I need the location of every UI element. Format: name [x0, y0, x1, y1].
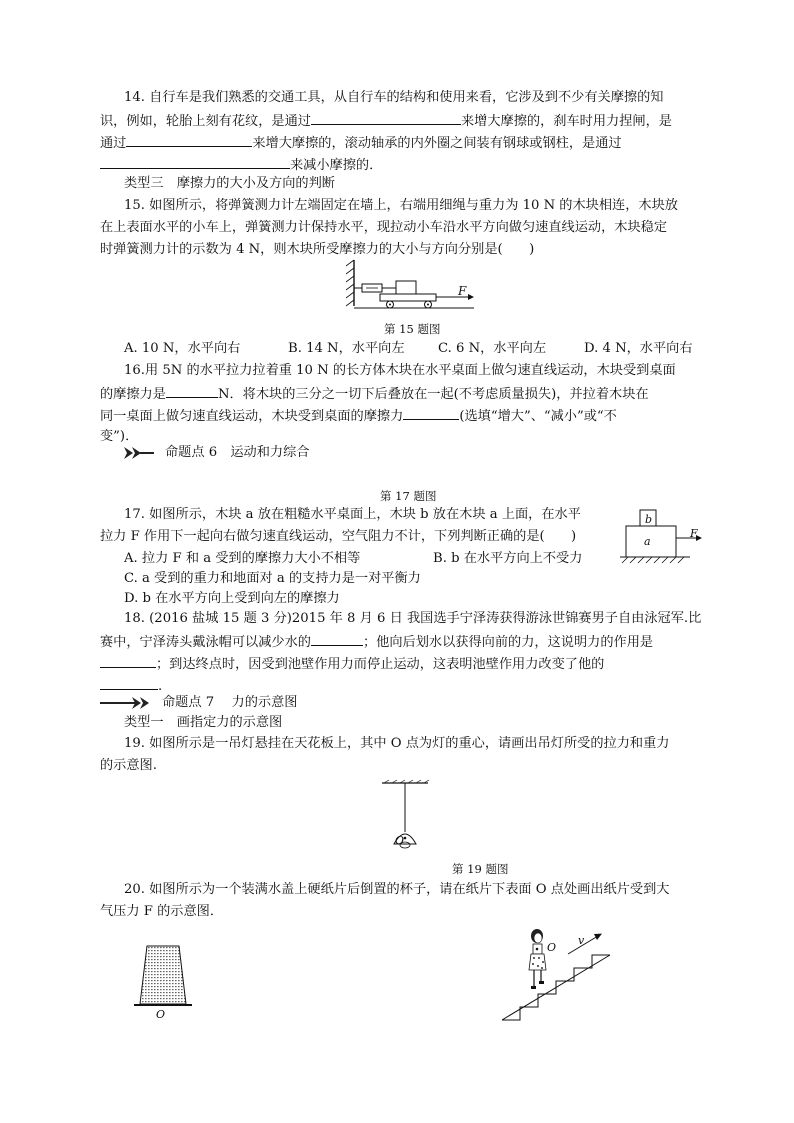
q19-lamp-figure: [380, 780, 430, 852]
q15-option-a[interactable]: A. 10 N，水平向右: [124, 341, 241, 356]
answer-blank[interactable]: [166, 383, 218, 398]
q14-text: 识，例如，轮胎上刻有花纹，是通过: [100, 114, 311, 129]
q15-option-c[interactable]: C. 6 N，水平向左: [438, 341, 547, 356]
q15-line3: 时弹簧测力计的示数为 4 N，则木块所受摩擦力的大小与方向分别是( ): [100, 242, 535, 257]
answer-blank[interactable]: [403, 405, 459, 420]
double-chevron-icon: [100, 697, 152, 709]
q15-line2: 在上表面水平的小车上，弹簧测力计保持水平，现拉动小车沿水平方向做匀速直线运动，木块稳定: [100, 220, 668, 235]
q16-text: (选填“增大”、“减小”或“不: [459, 409, 617, 424]
double-chevron-icon: [124, 447, 154, 459]
q14-text: 来增大摩擦的，刹车时用力捏闸，是: [461, 114, 672, 129]
stairs-figure-label-v: v: [578, 934, 585, 947]
q20-line1: 20. 如图所示为一个装满水盖上硬纸片后倒置的杯子，请在纸片下表面 O 点处画出纸片受到大: [124, 882, 670, 897]
q17-line2: 拉力 F 作用下一起向右做匀速直线运动，空气阻力不计，下列判断正确的是( ): [100, 529, 577, 544]
q15-line1: 15. 如图所示，将弹簧测力计左端固定在墙上，右端用细绳与重力为 10 N 的木块相连，木块放: [124, 198, 678, 213]
stairs-figure-label-o: O: [547, 941, 557, 954]
point7-heading: 命题点 7 力的示意图: [162, 695, 298, 710]
q16-text: 同一桌面上做匀速直线运动，木块受到桌面的摩擦力: [100, 409, 404, 424]
q18-line1: 18. (2016 盐城 15 题 3 分)2015 年 8 月 6 日 我国选手宁泽涛获得游泳世锦赛男子自由泳冠军.比: [124, 611, 702, 626]
q16-line4: 变”)．: [100, 429, 139, 444]
section-type1: 类型一 画指定力的示意图: [124, 715, 283, 730]
q14-text: 来增大摩擦的，滚动轴承的内外圈之间装有钢球或钢柱，是通过: [252, 136, 622, 151]
q17-line1: 17. 如图所示，木块 a 放在粗糙水平桌面上，木块 b 放在木块 a 上面，在水平: [124, 507, 581, 522]
point6-heading: 命题点 6 运动和力综合: [165, 445, 310, 460]
q18-line3: [100, 653, 604, 675]
q18-text: ；到达终点时，因受到池壁作用力而停止运动，这表明池壁作用力改变了他的: [156, 657, 605, 672]
q19-figure-label-o: O: [395, 834, 405, 847]
answer-blank[interactable]: [311, 631, 363, 646]
q14-line4: [100, 154, 382, 176]
q18-line2: [100, 631, 653, 653]
q16-text: N．将木块的三分之一切下后叠放在一起(不考虑质量损失)，并拉着木块在: [217, 387, 649, 402]
q20-figure-label-o: O: [156, 1008, 166, 1021]
q19-caption: 第 19 题图: [452, 862, 509, 876]
q16-line2: [100, 383, 649, 405]
q15-caption: 第 15 题图: [384, 322, 441, 336]
answer-blank[interactable]: [100, 653, 156, 668]
answer-blank[interactable]: [100, 675, 158, 690]
q18-text: ；他向后划水以获得向前的力，这说明力的作用是: [363, 635, 654, 650]
q17-figure-label-b: b: [645, 513, 653, 526]
q14-text: 来减小摩擦的．: [290, 158, 383, 173]
q16-line3: [100, 405, 617, 427]
q18-text: .: [158, 679, 163, 694]
section-type3: 类型三 摩擦力的大小及方向的判断: [124, 176, 335, 191]
answer-blank[interactable]: [311, 110, 461, 125]
q20-inverted-cup-figure: [130, 944, 196, 1010]
q15-figure-label-f: F: [458, 284, 467, 298]
q17-option-b[interactable]: B. b 在水平方向上不受力: [433, 551, 583, 566]
q16-text: 的摩擦力是: [100, 387, 166, 402]
q15-option-b[interactable]: B. 14 N，水平向左: [288, 341, 405, 356]
q18-text: 赛中，宁泽涛头戴泳帽可以减少水的: [100, 635, 311, 650]
q17-option-d[interactable]: D. b 在水平方向上受到向左的摩擦力: [124, 591, 340, 606]
q17-option-c[interactable]: C. a 受到的重力和地面对 a 的支持力是一对平衡力: [124, 571, 421, 586]
q17-figure-label-f: F: [690, 527, 698, 540]
q16-line1: 16.用 5N 的水平拉力拉着重 10 N 的长方体木块在水平桌面上做匀速直线运动，木块受到桌面: [124, 363, 676, 378]
q19-line1: 19. 如图所示是一吊灯悬挂在天花板上，其中 O 点为灯的重心，请画出吊灯所受的拉力和重力: [124, 736, 670, 751]
q17-figure-label-a: a: [644, 535, 651, 548]
q17-caption: 第 17 题图: [380, 489, 437, 503]
q14-line1: 14. 自行车是我们熟悉的交通工具，从自行车的结构和使用来看，它涉及到不少有关摩擦的知: [124, 90, 664, 105]
q14-text: 通过: [100, 136, 127, 151]
q20-line2: 气压力 F 的示意图．: [100, 904, 224, 919]
q18-line4: [100, 675, 162, 697]
q19-line2: 的示意图.: [100, 758, 157, 773]
q15-option-d[interactable]: D. 4 N，水平向右: [584, 341, 693, 356]
q14-line2: [100, 110, 672, 132]
answer-blank[interactable]: [100, 154, 290, 169]
q15-figure: [346, 258, 476, 314]
q17-option-a[interactable]: A. 拉力 F 和 a 受到的摩擦力大小不相等: [124, 551, 361, 566]
stairs-figure: [498, 924, 618, 1022]
q14-line3: [100, 132, 622, 154]
answer-blank[interactable]: [126, 132, 252, 147]
